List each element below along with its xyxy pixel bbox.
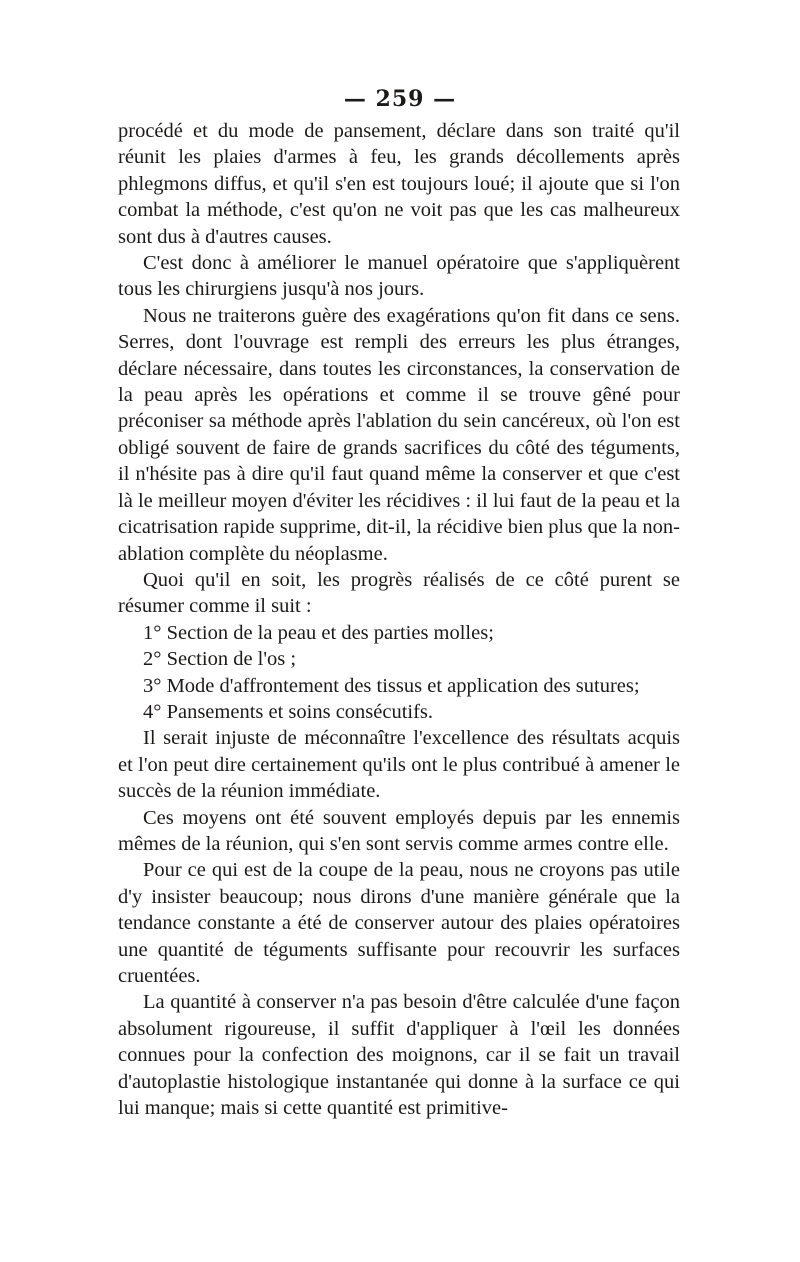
paragraph-2: C'est donc à améliorer le manuel opératoire que s'appliquèrent tous les chirurgiens jusqu'à nos jours. xyxy=(118,252,680,301)
paragraph-3: Nous ne traiterons guère des exagérations qu'on fit dans ce sens. Serres, dont l'ouvrage est rempli des erreurs les plus étranges, déclare nécessaire, dans toutes les circonstances, la conservation de la peau après les opérations et comme il se trouve gêné pour préconiser sa méthode après l'ablation du sein cancéreux, où l'on est obligé souvent de faire de grands sacrifices du côté des téguments, il n'hésite pas à dire qu'il faut quand même la conserver et que c'est là le meilleur moyen d'éviter les récidives : il lui faut de la peau et la cicatrisation rapide supprime, dit-il, la récidive bien plus que la non-ablation complète du néoplasme. xyxy=(118,304,680,565)
list-item-2: 2° Section de l'os ; xyxy=(143,648,297,671)
page-number: — 259 — xyxy=(343,86,457,112)
body-text xyxy=(118,118,680,1121)
paragraph-5: Il serait injuste de méconnaître l'excellence des résultats acquis et l'on peut dire certainement qu'ils ont le plus contribué à amener le succès de la réunion immédiate. xyxy=(118,727,680,803)
list-item-4: 4° Pansements et soins consécutifs. xyxy=(143,700,434,723)
list-item-1: 1° Section de la peau et des parties molles; xyxy=(143,621,494,644)
paragraph-1: procédé et du mode de pansement, déclare dans son traité qu'il réunit les plaies d'armes à feu, les grands décollements après phlegmons diffus, et qu'il s'en est toujours loué; il ajoute que si l'on combat la méthode, c'est qu'on ne voit pas que les cas malheureux sont dus à d'autres causes. xyxy=(118,120,680,248)
paragraph-4: Quoi qu'il en soit, les progrès réalisés de ce côté purent se résumer comme il suit : xyxy=(118,568,680,618)
paragraph-6: Ces moyens ont été souvent employés depuis par les ennemis mêmes de la réunion, qui s'en sont servis comme armes contre elle. xyxy=(118,806,680,855)
numbered-list xyxy=(118,620,680,726)
paragraph-8: La quantité à conserver n'a pas besoin d'être calculée d'une façon absolument rigoureuse, il suffit d'appliquer à l'œil les données connues pour la confection des moignons, car il se fait un travail d'autoplastie histologique instantanée qui donne à la surface ce qui lui manque; mais si cette quantité est primitive- xyxy=(118,991,680,1120)
list-item-3: 3° Mode d'affrontement des tissus et application des sutures; xyxy=(143,674,640,697)
paragraph-7: Pour ce qui est de la coupe de la peau, nous ne croyons pas utile d'y insister beaucoup; nous dirons d'une manière générale que la tendance constante a été de conserver autour des plaies opératoires une quantité de téguments suffisante pour recouvrir les surfaces cruentées. xyxy=(118,859,680,987)
